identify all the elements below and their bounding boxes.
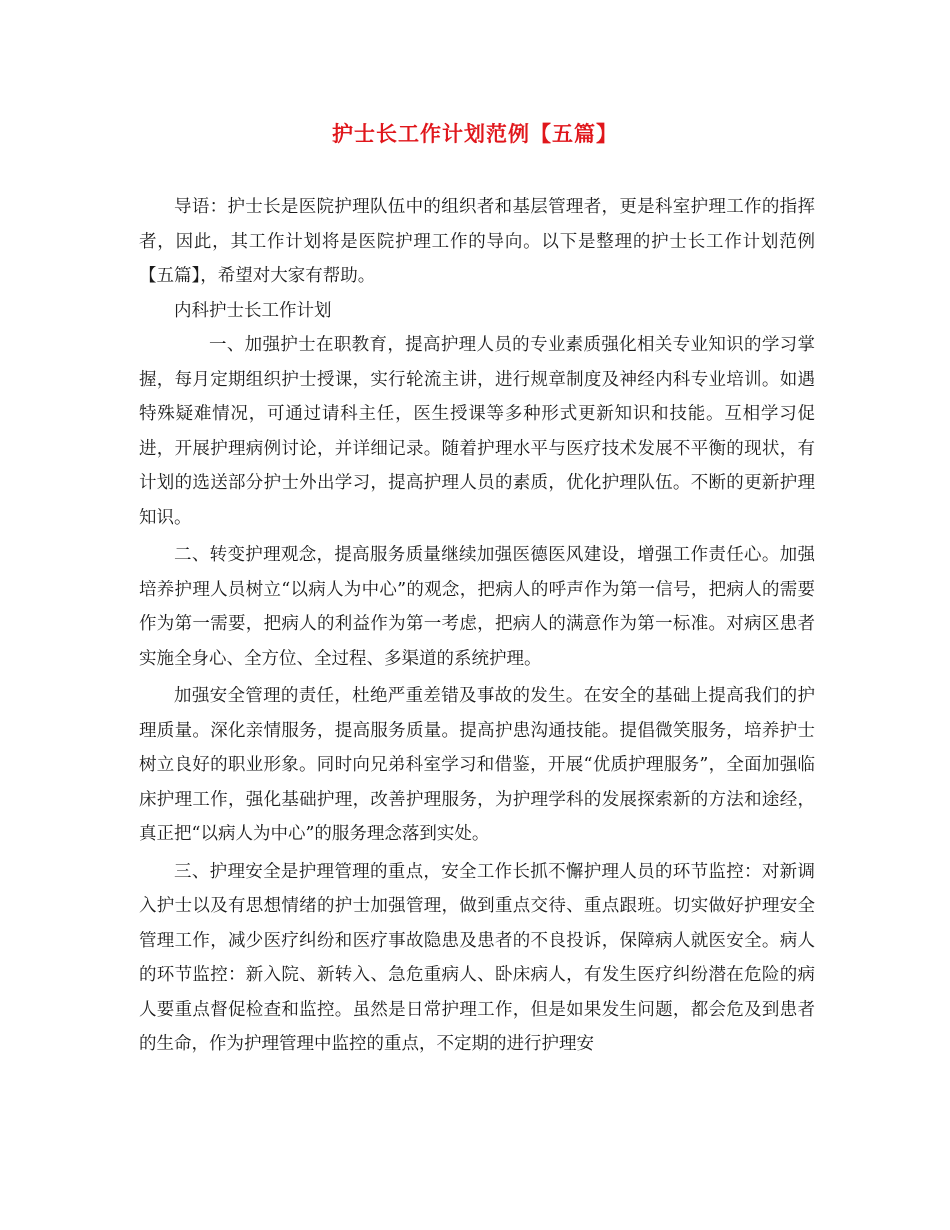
- document-title: 护士长工作计划范例【五篇】: [332, 121, 618, 146]
- section-heading: 内科护士长工作计划: [174, 300, 332, 321]
- body-paragraph-1: 一、加强护士在职教育，提高护理人员的专业素质强化相关专业知识的学习掌握，每月定期组织护士授课，实行轮流主讲，进行规章制度及神经内科专业培训。如遇特殊疑难情况，可通过请科主任，医生授课等多种形式更新知识和技能。互相学习促进，开展护理病例讨论，并详细记录。随着护理水平与医疗技术发展不平衡的现状，有计划的选送部分护士外出学习，提高护理人员的素质，优化护理队伍。不断的更新护理知识。: [139, 335, 815, 528]
- body-paragraph-2: 二、转变护理观念，提高服务质量继续加强医德医风建设，增强工作责任心。加强培养护理人员树立“以病人为中心”的观念，把病人的呼声作为第一信号，把病人的需要作为第一需要，把病人的利益作为第一考虑，把病人的满意作为第一标准。对病区患者实施全身心、全方位、全过程、多渠道的系统护理。: [139, 545, 815, 669]
- intro-paragraph: 导语：护士长是医院护理队伍中的组织者和基层管理者，更是科室护理工作的指挥者，因此，其工作计划将是医院护理工作的导向。以下是整理的护士长工作计划范例【五篇】，希望对大家有帮助。: [139, 197, 815, 286]
- body-paragraph-4: 三、护理安全是护理管理的重点，安全工作长抓不懈护理人员的环节监控：对新调入护士以及有思想情绪的护士加强管理，做到重点交待、重点跟班。切实做好护理安全管理工作，减少医疗纠纷和医疗事故隐患及患者的不良投诉，保障病人就医安全。病人的环节监控：新入院、新转入、急危重病人、卧床病人，有发生医疗纠纷潜在危险的病人要重点督促检查和监控。虽然是日常护理工作，但是如果发生问题，都会危及到患者的生命，作为护理管理中监控的重点，不定期的进行护理安: [139, 861, 815, 1054]
- document-body: [139, 190, 815, 1062]
- body-paragraph-3: 加强安全管理的责任，杜绝严重差错及事故的发生。在安全的基础上提高我们的护理质量。深化亲情服务，提高服务质量。提高护患沟通技能。提倡微笑服务，培养护士树立良好的职业形象。同时向兄弟科室学习和借鉴，开展“优质护理服务”，全面加强临床护理工作，强化基础护理，改善护理服务，为护理学科的发展探索新的方法和途经，真正把“以病人为中心”的服务理念落到实处。: [139, 686, 815, 844]
